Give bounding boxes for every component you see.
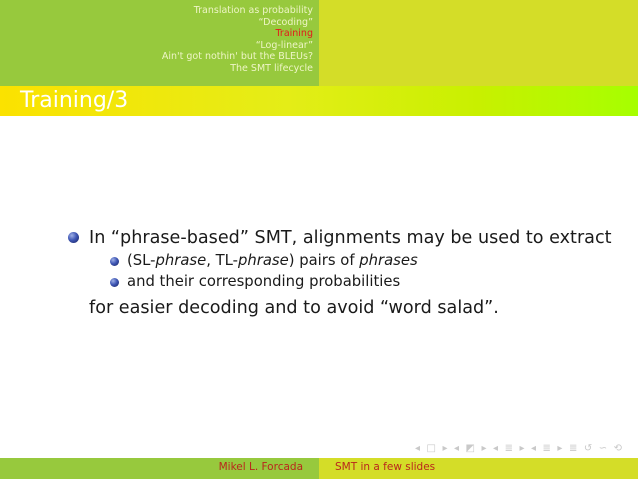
nav-section-icon[interactable]: ≣	[504, 443, 514, 454]
sub1-mid1: , TL-	[206, 252, 239, 269]
sub1-em-phrase-sl: phrase	[155, 252, 207, 269]
sub-bullet-pairs-of-phrases	[127, 252, 418, 270]
sub1-em-phrase-tl: phrase	[238, 252, 289, 269]
nav-search-icon[interactable]: ∽	[598, 443, 608, 454]
frame-title: Training/3	[20, 88, 129, 113]
sub1-mid2: ) pairs of	[288, 252, 360, 269]
nav-section-training[interactable]: Training	[275, 28, 313, 40]
nav-prev-frame-icon[interactable]: ◂	[415, 443, 421, 454]
continuation-text: for easier decoding and to avoid “word salad”.	[89, 298, 499, 318]
nav-frame-icon[interactable]: □	[426, 443, 437, 454]
sub-bullet-ball-icon	[110, 278, 119, 287]
footer-author: Mikel L. Forcada	[218, 461, 303, 473]
nav-next-frame-icon[interactable]: ▸	[442, 443, 449, 454]
nav-subsection-icon[interactable]: ◩	[465, 443, 476, 454]
sub-bullet-ball-icon	[110, 257, 119, 266]
beamer-navigation-symbols	[415, 443, 629, 454]
nav-appendix-icon[interactable]: ≣	[568, 443, 578, 454]
nav-section-bleus[interactable]: Ain't got nothin' but the BLEUs?	[161, 51, 313, 63]
nav-next-section-icon[interactable]: ▸	[519, 443, 525, 454]
nav-section-decoding[interactable]: “Decoding”	[258, 16, 313, 28]
sub-bullet-probabilities: and their corresponding probabilities	[127, 273, 401, 290]
nav-next-doc-icon[interactable]: ▸	[557, 443, 563, 454]
nav-section-log-linear[interactable]: “Log-linear”	[255, 39, 313, 51]
footer-right-panel	[319, 458, 638, 479]
footer-left-panel	[0, 458, 319, 479]
nav-prev-doc-icon[interactable]: ◂	[530, 443, 537, 454]
nav-prev-section-icon[interactable]: ◂	[493, 443, 499, 454]
nav-doc-icon[interactable]: ≣	[542, 443, 552, 454]
nav-back-icon[interactable]: ↺	[583, 443, 593, 454]
bullet-item-phrase-based: In “phrase-based” SMT, alignments may be used to extract	[89, 228, 612, 248]
nav-section-smt-lifecycle[interactable]: The SMT lifecycle	[230, 62, 313, 74]
bullet-ball-icon	[68, 232, 79, 243]
sub1-prefix: (SL-	[127, 252, 156, 269]
nav-prev-subsection-icon[interactable]: ◂	[454, 443, 460, 454]
nav-next-subsection-icon[interactable]: ▸	[481, 443, 488, 454]
nav-forward-icon[interactable]: ⟲	[613, 443, 623, 454]
nav-section-translation-as-probability[interactable]: Translation as probability	[193, 5, 313, 16]
sub1-em-phrases: phrases	[359, 252, 418, 269]
footer-short-title: SMT in a few slides	[335, 461, 436, 473]
